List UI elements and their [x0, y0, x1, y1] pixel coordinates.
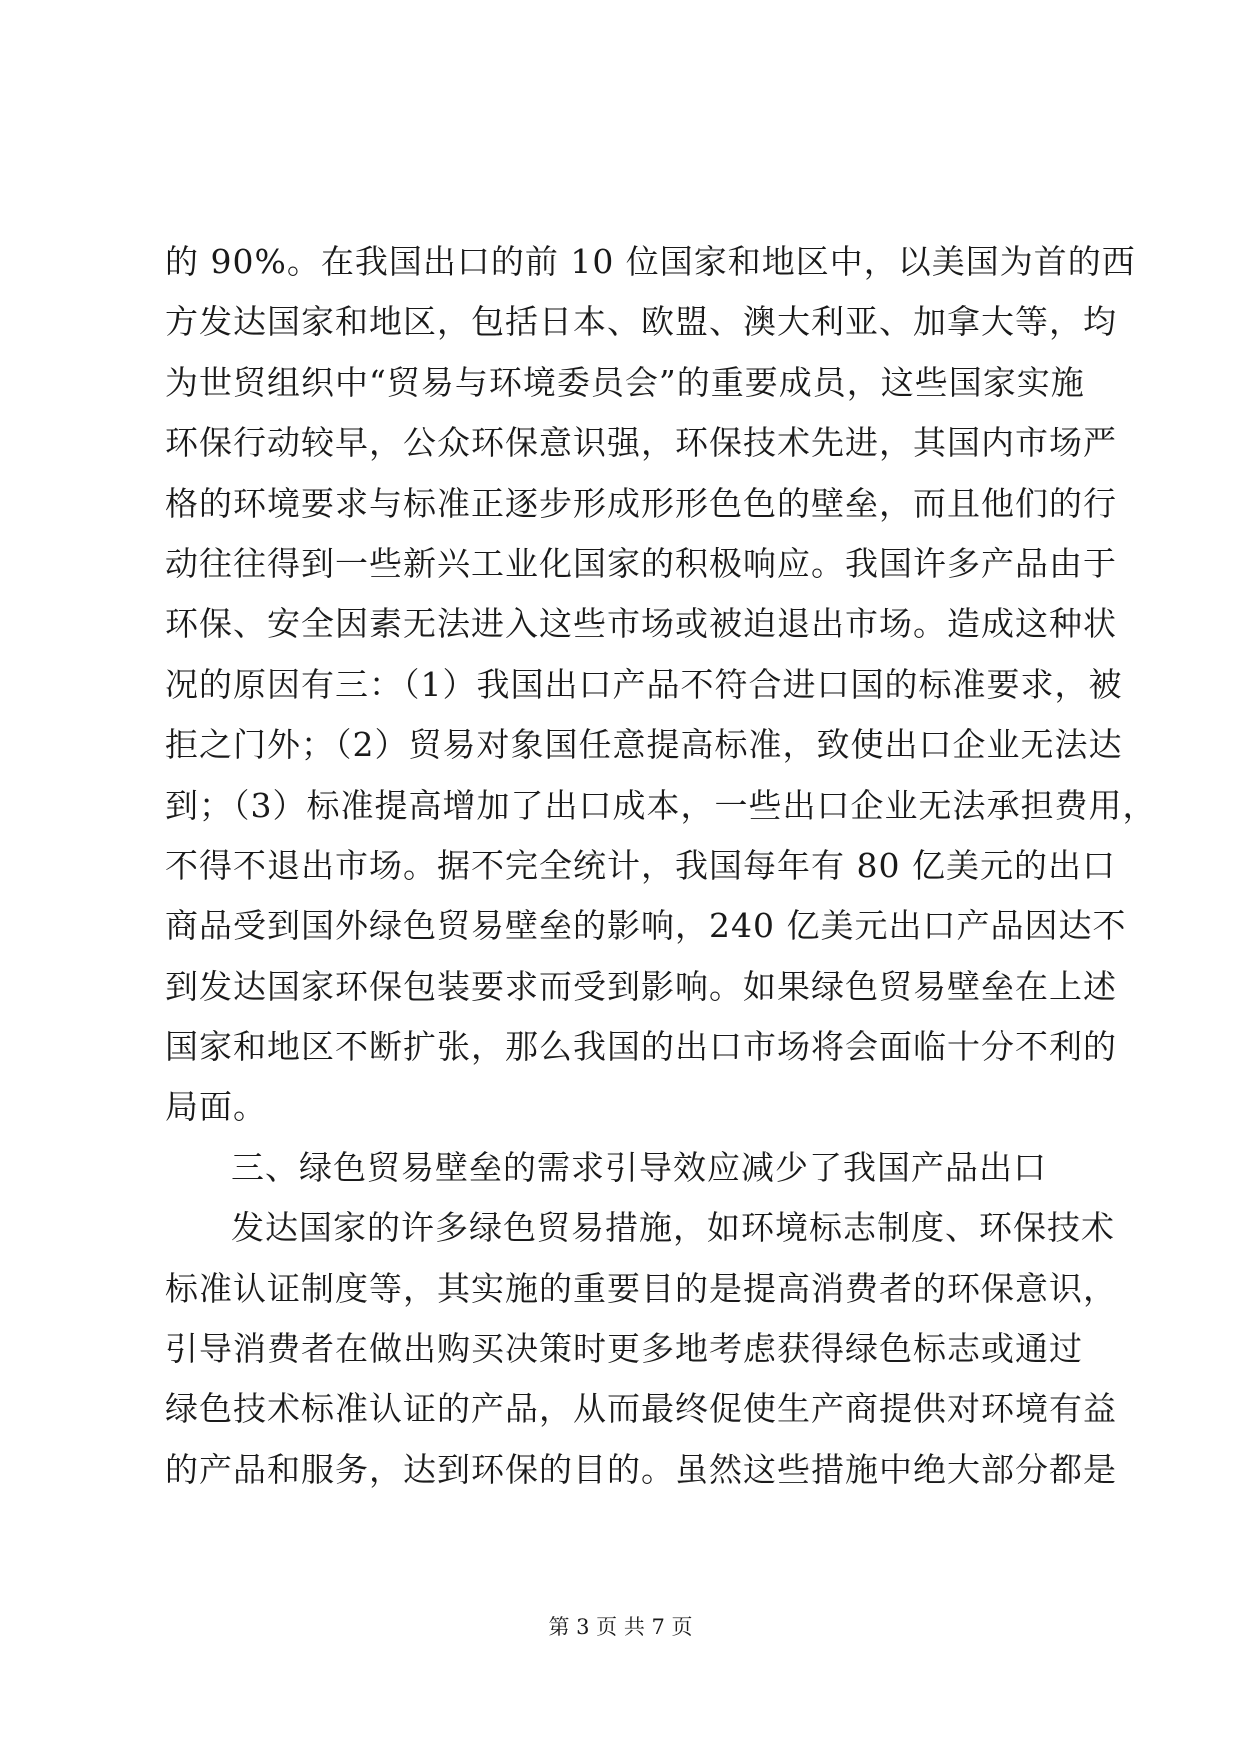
text-line: 标准认证制度等，其实施的重要目的是提高消费者的环保意识， — [165, 1268, 1117, 1308]
section-heading: 三、绿色贸易壁垒的需求引导效应减少了我国产品出口 — [231, 1147, 1047, 1187]
text-line: 格的环境要求与标准正逐步形成形形色色的壁垒，而且他们的行 — [165, 483, 1117, 523]
text-line: 况的原因有三：（1）我国出口产品不符合进口国的标准要求，被 — [165, 664, 1123, 704]
page-footer: 第 3 页 共 7 页 — [548, 1615, 693, 1639]
text-line: 不得不退出市场。据不完全统计，我国每年有 80 亿美元的出口 — [165, 845, 1116, 885]
text-line: 绿色技术标准认证的产品，从而最终促使生产商提供对环境有益 — [165, 1389, 1117, 1429]
text-line: 的 90%。在我国出口的前 10 位国家和地区中，以美国为首的西 — [165, 242, 1136, 281]
paragraph-first-line: 发达国家的许多绿色贸易措施，如环境标志制度、环保技术 — [231, 1208, 1115, 1248]
text-line: 动往往得到一些新兴工业化国家的积极响应。我国许多产品由于 — [165, 543, 1117, 583]
body-text — [165, 232, 1157, 1500]
text-line: 商品受到国外绿色贸易壁垒的影响，240 亿美元出口产品因达不 — [165, 906, 1127, 946]
text-line: 到；（3）标准提高增加了出口成本，一些出口企业无法承担费用， — [165, 785, 1157, 825]
text-line: 的产品和服务，达到环保的目的。虽然这些措施中绝大部分都是 — [165, 1449, 1117, 1489]
text-line: 环保、安全因素无法进入这些市场或被迫退出市场。造成这种状 — [165, 604, 1117, 644]
text-line: 到发达国家环保包装要求而受到影响。如果绿色贸易壁垒在上述 — [165, 966, 1117, 1006]
text-line: 拒之门外；（2）贸易对象国任意提高标准，致使出口企业无法达 — [165, 725, 1123, 765]
text-line: 局面。 — [165, 1087, 267, 1127]
text-line: 方发达国家和地区，包括日本、欧盟、澳大利亚、加拿大等，均 — [165, 302, 1117, 342]
text-line: 环保行动较早，公众环保意识强，环保技术先进，其国内市场严 — [165, 423, 1117, 463]
text-line: 为世贸组织中“贸易与环境委员会”的重要成员，这些国家实施 — [165, 362, 1085, 402]
text-line: 引导消费者在做出购买决策时更多地考虑获得绿色标志或通过 — [165, 1329, 1083, 1369]
text-line: 国家和地区不断扩张，那么我国的出口市场将会面临十分不利的 — [165, 1027, 1117, 1067]
